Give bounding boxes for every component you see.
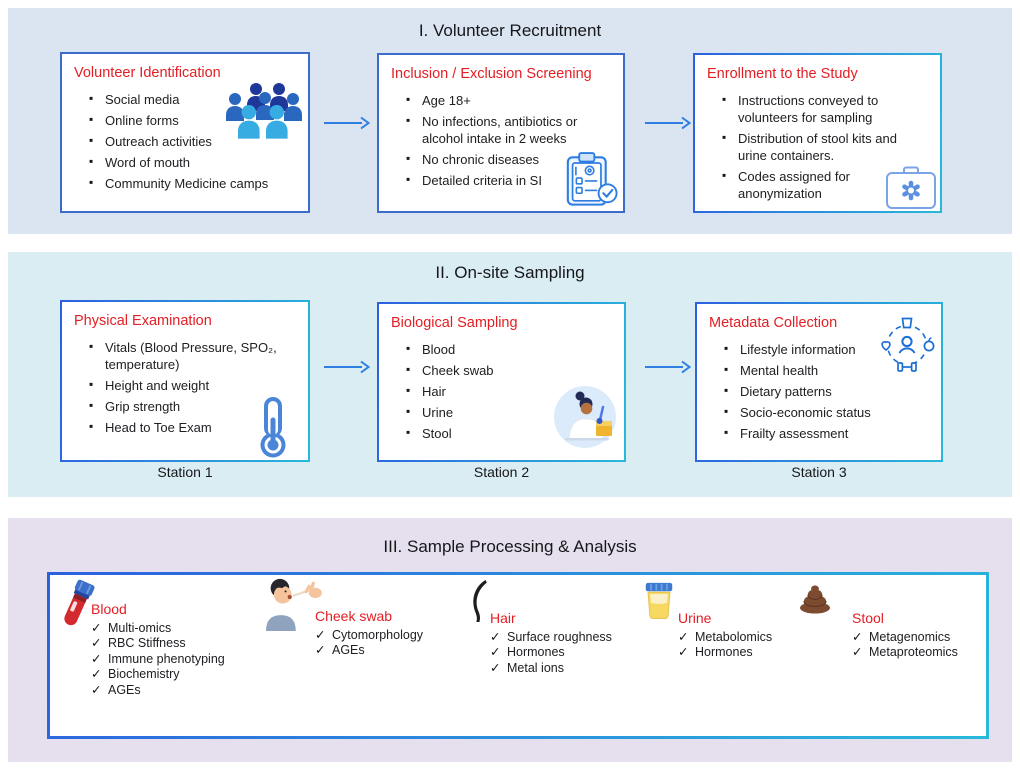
check-list: [678, 630, 813, 661]
stool-icon: [797, 584, 833, 614]
thermometer-icon: [256, 396, 290, 458]
box-title: Volunteer Identification: [74, 65, 221, 81]
list-item: ▪ Instructions conveyed to volunteers for sampling: [721, 93, 928, 127]
list-item: ▪ Age 18+: [405, 93, 611, 110]
panel-onsite-sampling: [8, 252, 1012, 497]
list-item: ▪ Blood: [405, 342, 612, 359]
check-list: [852, 630, 992, 661]
box-title: Physical Examination: [74, 313, 212, 329]
list-item: ▪ Height and weight: [88, 378, 296, 395]
hair-strand-icon: [468, 578, 489, 624]
list-item: ▪ Cheek swab: [405, 363, 612, 380]
box-content: [62, 54, 308, 211]
list-item: ✓ Metabolomics: [678, 630, 813, 646]
list-item: ✓ Immune phenotyping: [91, 652, 261, 668]
medical-kit-icon: [884, 166, 938, 210]
box-inclusion-exclusion-screening: [377, 53, 625, 213]
scientist-illustration: [549, 379, 621, 451]
list-item: ✓ AGEs: [315, 643, 465, 659]
station-2-label: Station 2: [473, 464, 530, 480]
column-title: Cheek swab: [315, 608, 393, 624]
list-item: ✓ RBC Stiffness: [91, 636, 261, 652]
box-content: [379, 55, 623, 211]
station-3-label: Station 3: [791, 464, 847, 480]
people-group-icon: [226, 83, 304, 145]
list-item: ▪ Lifestyle information: [723, 342, 929, 359]
box-sample-analysis: [47, 572, 989, 739]
column-title: Hair: [490, 610, 516, 626]
list-item: ✓ Surface roughness: [490, 630, 645, 646]
box-title: Enrollment to the Study: [707, 66, 858, 82]
flow-arrow: [643, 114, 693, 132]
box-physical-examination: [60, 300, 310, 462]
list-item: ▪ Mental health: [723, 363, 929, 380]
list-item: ▪ Dietary patterns: [723, 384, 929, 401]
column-title: Blood: [91, 601, 127, 617]
box-content: [379, 304, 624, 460]
analysis-column-blood: [91, 601, 261, 698]
box-metadata-collection: [695, 302, 943, 462]
list-item: ✓ Metaproteomics: [852, 645, 992, 661]
box-title: Metadata Collection: [709, 315, 838, 331]
list-item: ▪ Frailty assessment: [723, 426, 929, 443]
analysis-column-stool: [852, 610, 992, 661]
clipboard-check-icon: [565, 151, 618, 209]
box-content: [62, 302, 308, 460]
box-content: [697, 304, 941, 460]
list-item: ✓ Biochemistry: [91, 667, 261, 683]
check-list: [490, 630, 645, 677]
station-1-label: Station 1: [157, 464, 213, 480]
section-3-title: III. Sample Processing & Analysis: [383, 537, 637, 556]
list-item: ✓ Hormones: [678, 645, 813, 661]
panel-sample-processing: [8, 518, 1012, 762]
check-list: [315, 628, 465, 659]
lifestyle-circle-icon: [878, 316, 936, 374]
box-enrollment-to-study: [693, 53, 942, 213]
list-item: ▪ Online forms: [88, 113, 296, 130]
flow-arrow: [643, 358, 693, 376]
analysis-column-hair: [490, 610, 645, 676]
section-1-title: I. Volunteer Recruitment: [418, 21, 602, 40]
list-item: ▪ Codes assigned for anonymization: [721, 169, 928, 203]
box-content: [695, 55, 940, 211]
list-item: ▪ Social media: [88, 92, 296, 109]
check-list: [91, 621, 261, 699]
list-item: ▪ Hair: [405, 384, 612, 401]
list-item: ▪ Head to Toe Exam: [88, 420, 296, 437]
analysis-column-cheek-swab: [315, 608, 465, 659]
list-item: ✓ Multi-omics: [91, 621, 261, 637]
list-item: ▪ Word of mouth: [88, 155, 296, 172]
list-item: ▪ No infections, antibiotics or alcohol intake in 2 weeks: [405, 114, 611, 148]
list-item: ▪ Urine: [405, 405, 612, 422]
list-item: ▪ Community Medicine camps: [88, 176, 296, 193]
list-item: ▪ Vitals (Blood Pressure, SPO₂, temperature): [88, 340, 296, 374]
section-2-title: II. On-site Sampling: [435, 263, 585, 282]
list-item: ▪ Stool: [405, 426, 612, 443]
flow-arrow: [322, 358, 372, 376]
box-content: [50, 575, 986, 736]
list-item: ▪ Detailed criteria in SI: [405, 173, 611, 190]
list-item: ▪ No chronic diseases: [405, 152, 611, 169]
list-item: ▪ Grip strength: [88, 399, 296, 416]
list-item: ✓ Hormones: [490, 645, 645, 661]
list-item: ▪ Socio-economic status: [723, 405, 929, 422]
list-item: ✓ Cytomorphology: [315, 628, 465, 644]
flow-arrow: [322, 114, 372, 132]
list-item: ✓ Metagenomics: [852, 630, 992, 646]
box-title: Inclusion / Exclusion Screening: [391, 66, 592, 82]
column-title: Stool: [852, 610, 884, 626]
box-title: Biological Sampling: [391, 315, 518, 331]
panel-volunteer-recruitment: [8, 8, 1012, 234]
list-item: ▪ Distribution of stool kits and urine containers.: [721, 131, 928, 165]
urine-cup-icon: [644, 581, 674, 621]
column-title: Urine: [678, 610, 712, 626]
list-item: ▪ Outreach activities: [88, 134, 296, 151]
box-volunteer-identification: [60, 52, 310, 213]
list-item: ✓ Metal ions: [490, 661, 645, 677]
box-biological-sampling: [377, 302, 626, 462]
analysis-column-urine: [678, 610, 813, 661]
list-item: ✓ AGEs: [91, 683, 261, 699]
